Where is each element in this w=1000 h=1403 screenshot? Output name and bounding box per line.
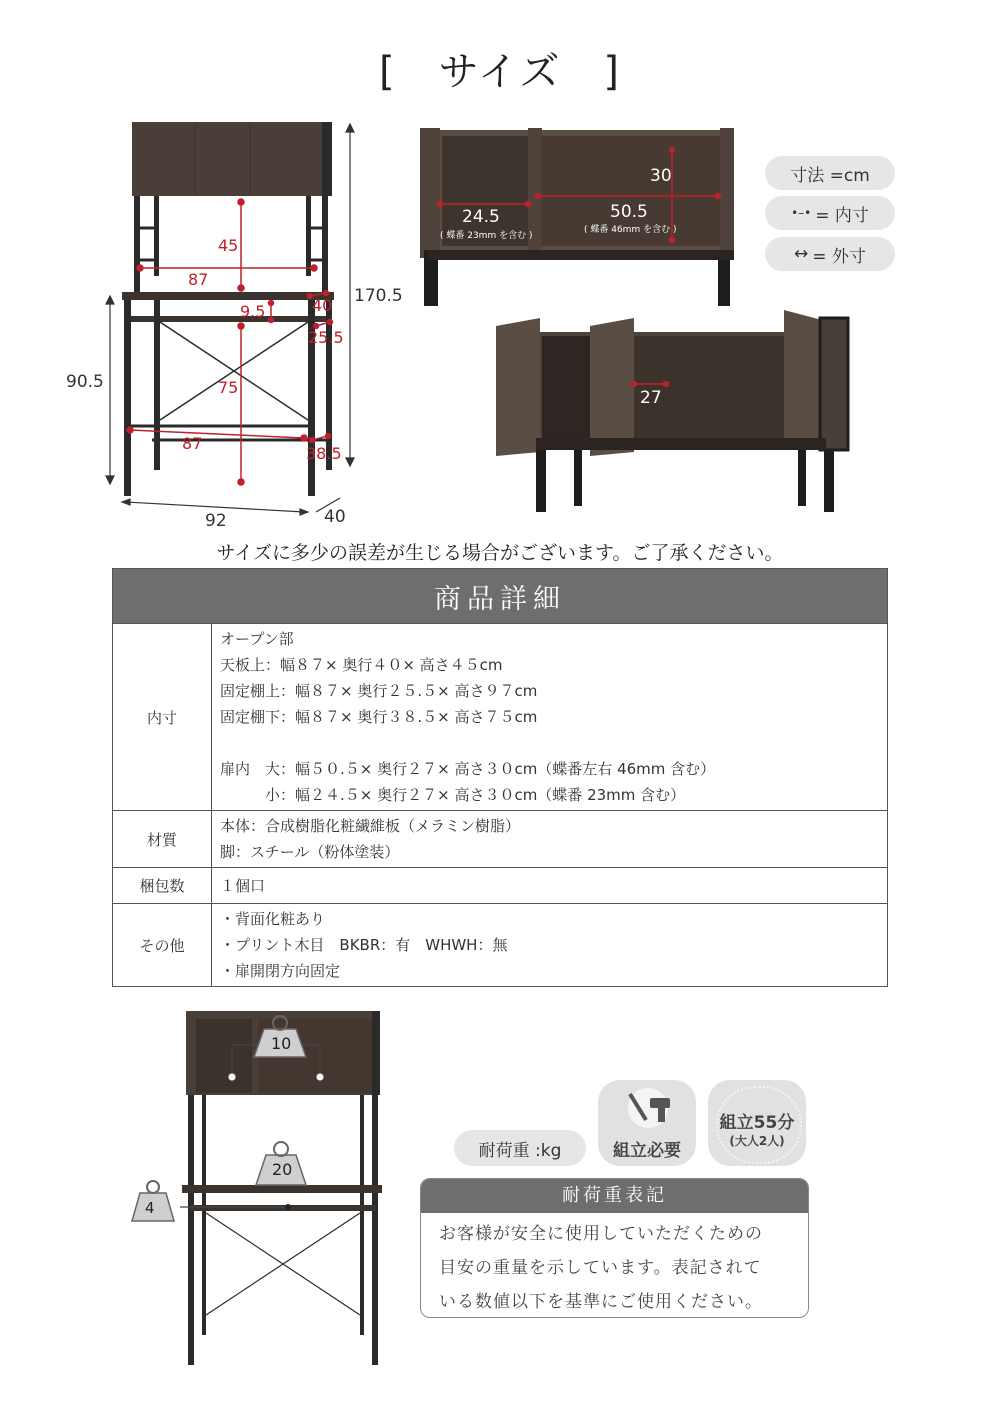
lower-width-label: 87 <box>182 434 203 453</box>
row-content-material: 本体：合成樹脂化粧繊維板（メラミン樹脂） 脚：スチール（粉体塗装） <box>212 811 888 868</box>
notice-line: いる数値以下を基準にご使用ください。 <box>439 1292 763 1312</box>
load-unit-pill: 耐荷重 :kg <box>454 1130 586 1166</box>
row-label-other: その他 <box>113 904 212 987</box>
top-inner-width-label: 87 <box>188 270 209 289</box>
load-notice-title: 耐荷重表記 <box>421 1179 808 1213</box>
row-label-inner: 内寸 <box>113 624 212 811</box>
outer-arrow-icon: ↔ <box>794 244 809 264</box>
row-content-inner: オープン部 天板上：幅８７× 奥行４０× 高さ４５cm 固定棚上：幅８７× 奥行２５.５× 高さ９７cm 固定棚下：幅８７× 奥行３８.５× 高さ７５cm 扉内 大：幅５０.５× 奥行２７× 高さ３０cm（蝶番左右 46mm 含む） 小：幅２４.５× 奥行２７× 高さ３０cm（蝶番 23mm 含む） <box>212 624 888 811</box>
height-total-label: 170.5 <box>354 286 403 306</box>
small-width-label: 24.5 <box>462 207 500 227</box>
assembly-time-badge: 組立55分 (大人2人) <box>708 1080 806 1166</box>
cabinet-angle-photo <box>494 306 856 512</box>
top-depth-label: 40 <box>312 296 333 315</box>
row-label-material: 材質 <box>113 811 212 868</box>
legend-outer: ↔ = 外寸 <box>765 237 895 271</box>
inner-arrow-icon: •–• <box>791 206 812 220</box>
shelf-depth-label: 25.5 <box>308 328 344 347</box>
size-disclaimer: サイズに多少の誤差が生じる場合がございます。ご了承ください。 <box>216 542 784 564</box>
load-notice-box <box>420 1178 809 1318</box>
page-title: [ サイズ ] <box>378 49 621 95</box>
product-detail-table <box>112 568 888 987</box>
depth-outer-label: 40 <box>324 507 346 527</box>
small-width-note: ( 蝶番 23mm を含む ) <box>440 231 533 241</box>
load-capacity-drawing <box>120 1005 400 1385</box>
weight-mid-label: 20 <box>272 1160 293 1179</box>
lower-height-label: 75 <box>218 378 239 397</box>
notice-line: 目安の重量を示しています。表記されて <box>439 1258 762 1278</box>
assembly-required-badge: 組立必要 <box>598 1080 696 1166</box>
legend-inner: •–• = 内寸 <box>765 196 895 230</box>
detail-header: 商品詳細 <box>113 569 888 624</box>
width-outer-label: 92 <box>205 511 227 531</box>
top-inner-height-label: 45 <box>218 236 239 255</box>
cabinet-height-label: 30 <box>650 166 672 186</box>
row-label-package: 梱包数 <box>113 868 212 904</box>
top-cabinet <box>132 122 332 196</box>
weight-side-label: 4 <box>145 1199 155 1217</box>
large-width-note: ( 蝶番 46mm を含む ) <box>584 225 677 235</box>
lower-depth-label: 38.5 <box>306 444 342 463</box>
cabinet-depth-label: 27 <box>640 388 662 408</box>
gap-label: 9.5 <box>240 302 266 321</box>
drill-screwdriver-icon <box>618 1086 678 1130</box>
row-content-other: ・背面化粧あり ・プリント木目 BKBR：有 WHWH：無 ・扉開閉方向固定 <box>212 904 888 987</box>
weight-top-label: 10 <box>271 1034 292 1053</box>
large-width-label: 50.5 <box>610 202 648 222</box>
legend-unit: 寸法 =cm <box>765 156 895 190</box>
height-lower-label: 90.5 <box>66 372 104 392</box>
row-content-package: １個口 <box>212 868 888 904</box>
notice-line: お客様が安全に使用していただくための <box>439 1224 763 1244</box>
